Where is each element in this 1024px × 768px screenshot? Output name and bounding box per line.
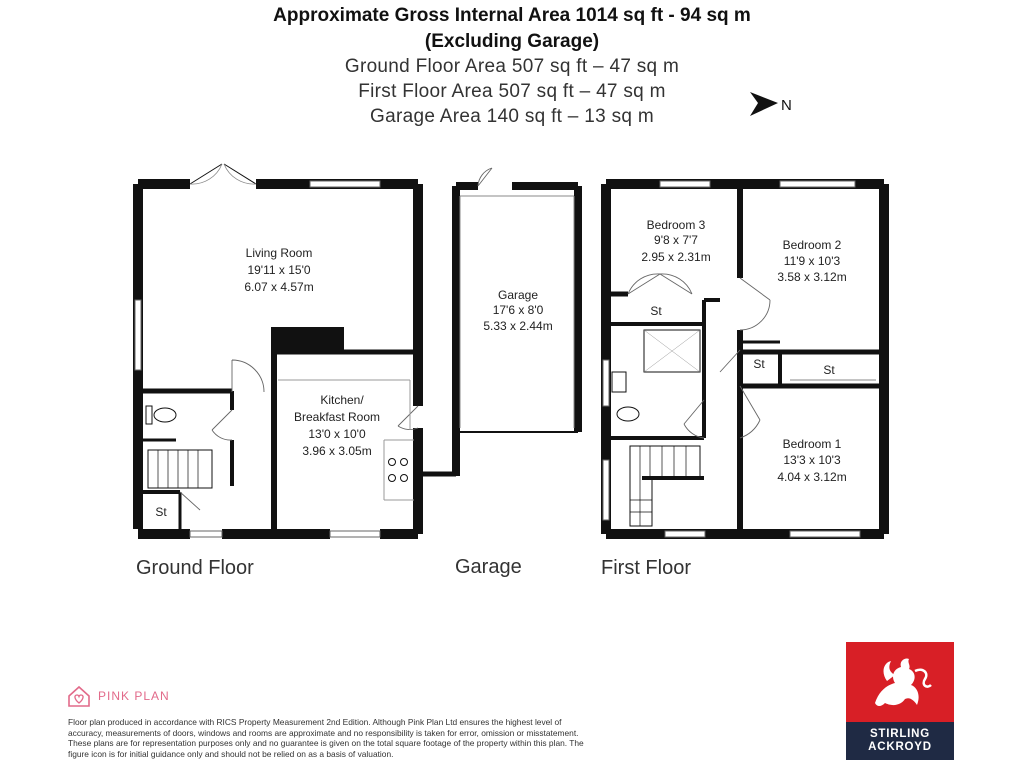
first-floor-area: First Floor Area 507 sq ft – 47 sq m — [358, 81, 666, 102]
griffin-icon — [865, 651, 935, 713]
bedroom1-imperial: 13'3 x 10'3 — [783, 453, 841, 467]
garage-name: Garage — [497, 288, 539, 302]
garage-metric: 5.33 x 2.44m — [483, 319, 553, 333]
ground-floor-label: Ground Floor — [136, 557, 254, 579]
garage-label: Garage — [455, 556, 522, 578]
kitchen-imperial: 13'0 x 10'0 — [308, 427, 366, 441]
disclaimer-text: Floor plan produced in accordance with RICS Property Measurement 2nd Edition. Although Pink Plan Ltd ensures the highest level of accuracy, measurements of doors, windows and rooms are approximate and no responsibility is taken for error, omission or misstatement. These plans are for representation purposes only and no guarantee is given on the total square footage of the property within this plan. The figure icon is for initial guidance only and should not be relied on as a basis of valuation. — [68, 717, 584, 759]
compass-north-label: N — [781, 97, 792, 114]
pink-plan-brand — [66, 684, 170, 708]
kitchen-metric: 3.96 x 3.05m — [302, 444, 372, 458]
bedroom2-name: Bedroom 2 — [782, 238, 842, 252]
pink-plan-text: PINK PLAN — [98, 689, 170, 703]
ground-floor-area: Ground Floor Area 507 sq ft – 47 sq m — [344, 56, 680, 77]
compass-icon — [750, 92, 792, 116]
garage-area: Garage Area 140 sq ft – 13 sq m — [370, 106, 654, 127]
bedroom2-metric: 3.58 x 3.12m — [777, 270, 847, 284]
stirling-ackroyd-logo — [846, 642, 954, 760]
bedroom3-name: Bedroom 3 — [646, 218, 706, 232]
bedroom3-imperial: 9'8 x 7'7 — [654, 233, 698, 247]
bedroom3-metric: 2.95 x 2.31m — [641, 250, 711, 264]
ground-floor-plan — [135, 164, 456, 537]
first-floor-label: First Floor — [601, 557, 691, 579]
agent-name-line2: ACKROYD — [868, 741, 932, 753]
agent-name-line1: STIRLING — [869, 728, 931, 740]
kitchen-name-line2: Breakfast Room — [293, 410, 381, 424]
store-label-bedroom3: St — [650, 304, 662, 318]
bedroom1-metric: 4.04 x 3.12m — [777, 470, 847, 484]
kitchen-name-line1: Kitchen/ — [320, 393, 364, 407]
living-room-metric: 6.07 x 4.57m — [244, 280, 314, 294]
gross-area-title: Approximate Gross Internal Area 1014 sq ft - 94 sq m — [273, 5, 751, 26]
garage-imperial: 17'6 x 8'0 — [492, 303, 544, 317]
store-label-ground: St — [155, 505, 167, 519]
excluding-garage-note: (Excluding Garage) — [424, 31, 600, 52]
bedroom2-imperial: 11'9 x 10'3 — [783, 254, 841, 268]
living-room-name: Living Room — [245, 246, 313, 260]
pink-plan-house-icon — [66, 684, 92, 708]
bedroom1-name: Bedroom 1 — [782, 437, 842, 451]
store-label-landing: St — [753, 357, 765, 371]
living-room-imperial: 19'11 x 15'0 — [247, 263, 311, 277]
store-label-bedroom1: St — [823, 363, 835, 377]
